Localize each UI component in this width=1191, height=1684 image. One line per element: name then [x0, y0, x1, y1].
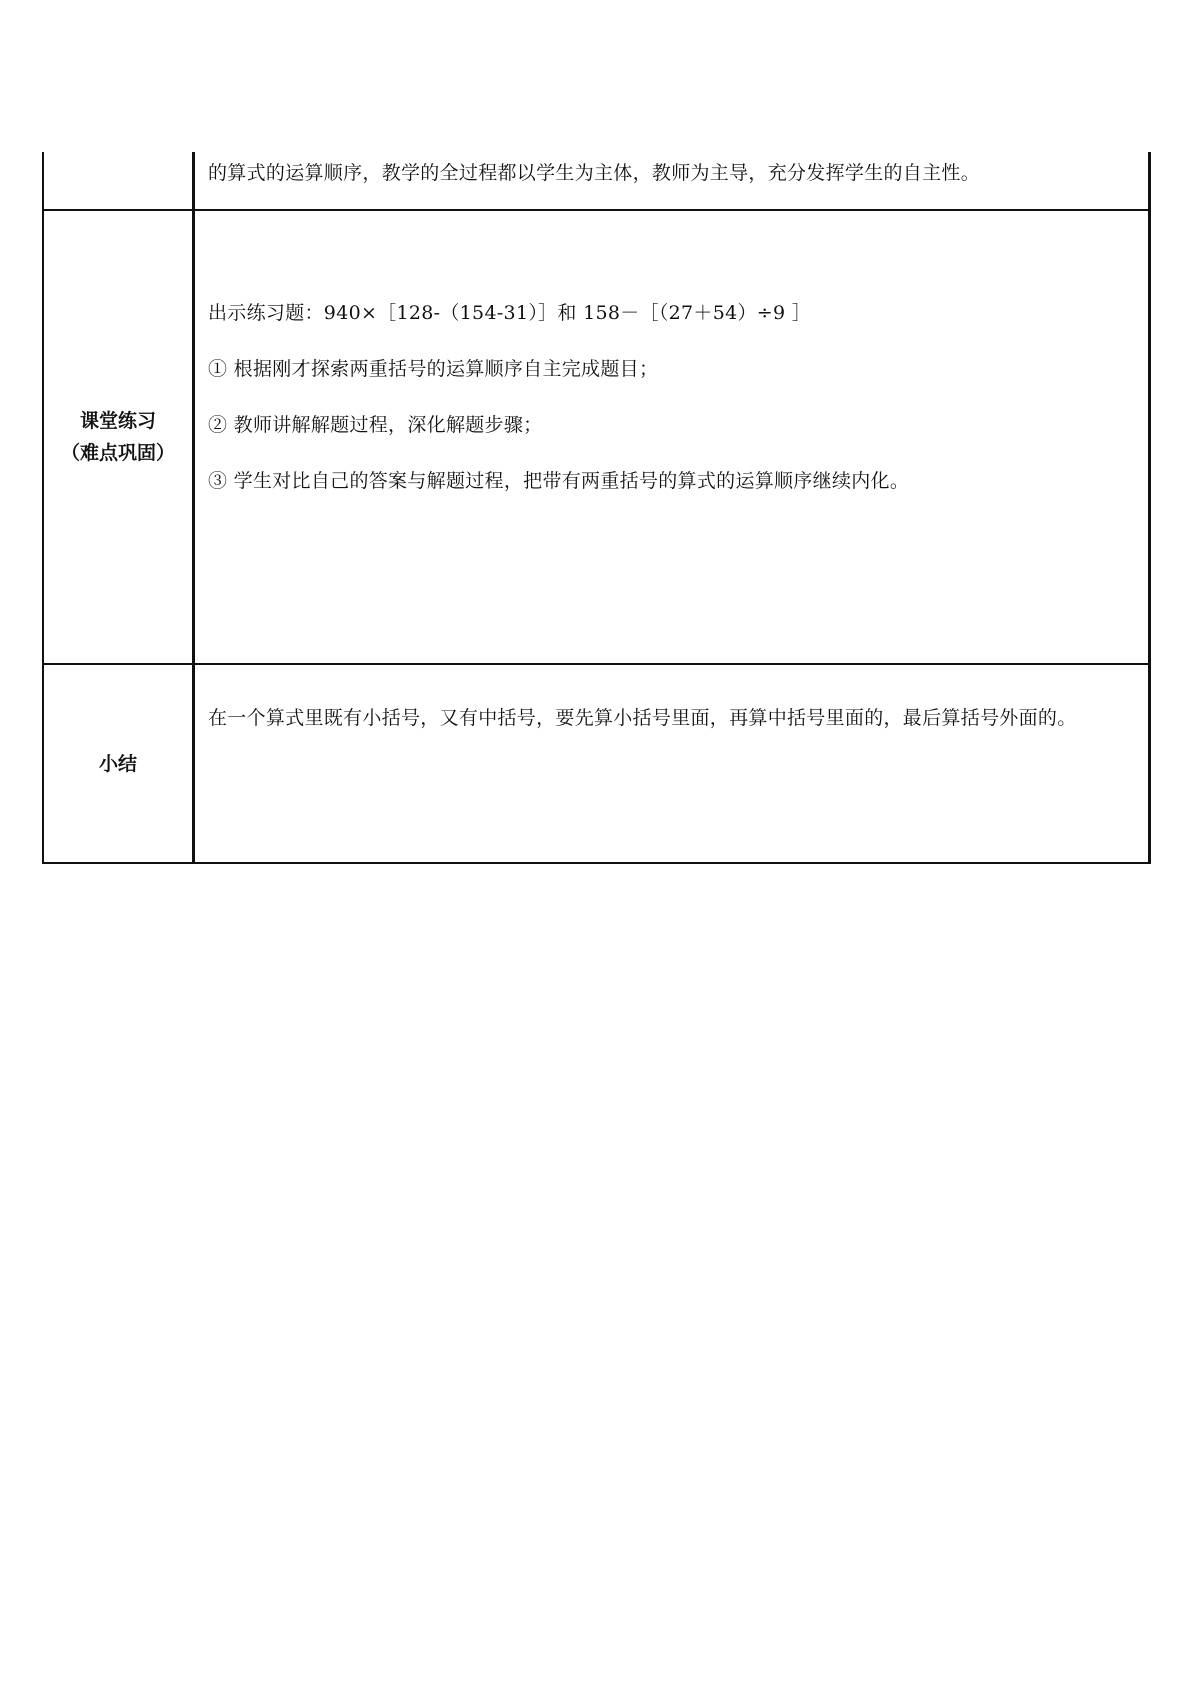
practice-step-3: ③ 学生对比自己的答案与解题过程，把带有两重括号的算式的运算顺序继续内化。: [208, 470, 910, 492]
continuation-content-cell: [194, 152, 1150, 210]
table-row-continuation: [43, 152, 1150, 210]
row-label-empty: [43, 152, 194, 210]
practice-label-cell: [43, 210, 194, 664]
summary-text: 在一个算式里既有小括号，又有中括号，要先算小括号里面，再算中括号里面的，最后算括号外面的。: [208, 707, 1077, 729]
spacer: [208, 211, 1134, 299]
practice-content-cell: [194, 210, 1150, 664]
table-row-practice: [43, 210, 1150, 664]
table-row-summary: [43, 664, 1150, 863]
continuation-text: 的算式的运算顺序，教学的全过程都以学生为主体，教师为主导，充分发挥学生的自主性。: [208, 162, 981, 184]
practice-label-title: 课堂练习: [79, 410, 156, 432]
summary-label: 小结: [43, 664, 194, 863]
summary-content-cell: [194, 664, 1150, 863]
practice-exercise-line: 出示练习题：940×［128-（154-31）］和 158－［（27＋54）÷9 ］: [208, 302, 812, 324]
practice-label-subtitle: （难点巩固）: [60, 442, 175, 464]
lesson-plan-table: [42, 152, 1151, 864]
practice-step-1: ① 根据刚才探索两重括号的运算顺序自主完成题目；: [208, 358, 659, 380]
practice-step-2: ② 教师讲解解题过程，深化解题步骤；: [208, 414, 543, 436]
